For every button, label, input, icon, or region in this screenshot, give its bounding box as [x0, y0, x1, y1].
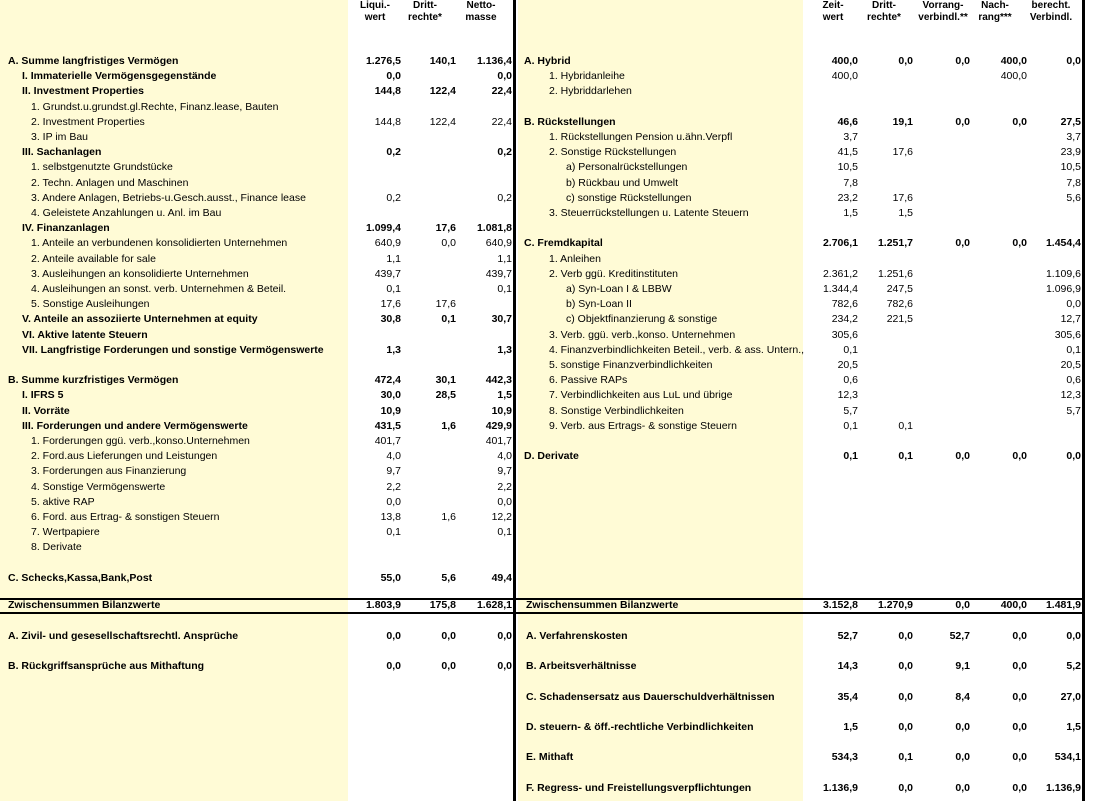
right-col-header: Zeit- wert: [822, 0, 844, 23]
left-row-value: 0,1: [386, 526, 401, 539]
left-row-value: 1.276,5: [365, 55, 401, 67]
left-row-value: 30,1: [435, 374, 456, 387]
right-bottom-value: 534,3: [831, 751, 858, 764]
right-row-label: 2. Sonstige Rückstellungen: [549, 146, 677, 159]
left-subtotal-value: 1.803,9: [365, 599, 401, 611]
left-row-value: 0,0: [497, 70, 512, 83]
right-row-label: 7. Verbindlichkeiten aus LuL und übrige: [549, 389, 733, 402]
right-subtotal-value: 400,0: [1000, 599, 1027, 611]
right-bottom-value: 0,0: [955, 781, 970, 794]
right-row-label: 2. Hybriddarlehen: [549, 85, 632, 98]
right-bottom-value: 534,1: [1054, 751, 1081, 764]
left-row-label: B. Summe kurzfristiges Vermögen: [8, 374, 179, 387]
left-row-label: 2. Ford.aus Lieferungen und Leistungen: [31, 450, 218, 463]
right-row-value: 1.109,6: [1045, 267, 1081, 280]
right-bottom-value: 0,0: [898, 720, 913, 733]
right-row-value: 0,0: [1066, 450, 1081, 463]
left-row-value: 442,3: [485, 374, 512, 387]
left-row-value: 401,7: [485, 435, 512, 447]
right-row-value: 0,0: [1012, 237, 1027, 250]
left-row-value: 9,7: [497, 465, 512, 478]
right-row-value: 10,5: [1060, 161, 1081, 174]
right-bottom-value: 14,3: [837, 660, 858, 673]
left-row-value: 4,0: [497, 450, 512, 463]
left-row-value: 140,1: [429, 55, 456, 67]
right-row-label: 3. Steuerrückstellungen u. Latente Steuern: [549, 207, 749, 219]
right-bottom-value: 0,0: [1066, 630, 1081, 642]
left-row-value: 0,2: [497, 191, 512, 204]
right-bottom-value: 1.136,9: [1045, 781, 1081, 794]
right-row-label: b) Syn-Loan II: [566, 298, 632, 311]
right-row-value: 400,0: [1000, 70, 1027, 83]
left-row-value: 122,4: [429, 85, 456, 98]
right-row-value: 0,6: [1066, 374, 1081, 387]
right-row-label: a) Syn-Loan I & LBBW: [566, 283, 672, 295]
right-row-value: 0,0: [898, 55, 913, 67]
right-subtotal-value: 3.152,8: [822, 599, 858, 611]
right-row-label: 9. Verb. aus Ertrags- & sonstige Steuern: [549, 419, 737, 432]
left-row-value: 144,8: [374, 85, 401, 98]
right-bottom-value: 0,0: [1012, 720, 1027, 733]
left-row-label: 4. Ausleihungen an sonst. verb. Unternehmen & Beteil.: [31, 283, 287, 295]
right-subtotal-value: 1.270,9: [877, 599, 913, 611]
right-bottom-label: C. Schadensersatz aus Dauerschuldverhältnissen: [526, 690, 775, 703]
left-row-value: 0,1: [386, 283, 401, 295]
right-row-value: 305,6: [831, 328, 858, 341]
right-row-value: 0,0: [955, 237, 970, 250]
right-bottom-label: F. Regress- und Freistellungsverpflichtungen: [526, 781, 752, 794]
left-row-label: 1. Forderungen ggü. verb.,konso.Unternehmen: [31, 435, 250, 447]
left-row-value: 0,0: [441, 237, 456, 250]
right-row-value: 5,7: [843, 404, 858, 417]
right-row-value: 1.096,9: [1045, 283, 1081, 295]
left-row-label: VI. Aktive latente Steuern: [22, 328, 148, 341]
left-row-value: 0,1: [497, 526, 512, 539]
right-row-value: 41,5: [837, 146, 858, 159]
left-row-label: 2. Techn. Anlagen und Maschinen: [31, 176, 189, 189]
left-row-value: 0,0: [386, 495, 401, 508]
right-row-value: 0,1: [843, 343, 858, 356]
left-row-value: 13,8: [380, 511, 401, 523]
right-bottom-value: 1,5: [1066, 720, 1081, 733]
left-row-label: VII. Langfristige Forderungen und sonstige Vermögenswerte: [22, 343, 324, 356]
right-row-value: 12,3: [837, 389, 858, 402]
right-row-value: 0,1: [898, 419, 913, 432]
right-row-value: 20,5: [1060, 359, 1081, 371]
right-row-label: 2. Verb ggü. Kreditinstituten: [549, 267, 678, 280]
right-bottom-value: 9,1: [955, 660, 970, 673]
left-row-value: 1,6: [441, 511, 456, 523]
left-row-label: V. Anteile an assoziierte Unternehmen at equity: [22, 313, 258, 326]
left-row-label: 3. IP im Bau: [31, 131, 89, 143]
right-bottom-value: 52,7: [949, 630, 970, 642]
right-row-value: 10,5: [837, 161, 858, 174]
left-row-label: 6. Ford. aus Ertrag- & sonstigen Steuern: [31, 511, 220, 523]
right-bottom-label: D. steuern- & öff.-rechtliche Verbindlichkeiten: [526, 720, 754, 733]
left-row-value: 1,3: [386, 343, 401, 356]
right-row-value: 782,6: [886, 298, 913, 311]
left-row-label: 2. Investment Properties: [31, 115, 145, 128]
left-bottom-value: 0,0: [386, 660, 401, 673]
right-bottom-value: 0,0: [1012, 781, 1027, 794]
left-row-value: 472,4: [374, 374, 401, 387]
right-row-value: 7,8: [1066, 176, 1081, 189]
left-row-value: 0,2: [497, 146, 512, 159]
left-row-value: 1.136,4: [476, 55, 512, 67]
right-row-value: 17,6: [892, 191, 913, 204]
right-row-value: 1.251,7: [877, 237, 913, 250]
left-row-label: 1. Anteile an verbundenen konsolidierten Unternehmen: [31, 237, 288, 250]
left-row-value: 1.081,8: [476, 222, 512, 235]
right-row-value: 2.706,1: [822, 237, 858, 250]
right-row-value: 1.251,6: [877, 267, 913, 280]
right-row-value: 27,5: [1060, 115, 1081, 128]
right-row-value: 247,5: [886, 283, 913, 295]
left-row-value: 439,7: [374, 267, 401, 280]
right-bottom-value: 0,0: [898, 630, 913, 642]
left-col-header: Liqui.- wert: [360, 0, 390, 23]
right-row-label: 1. Hybridanleihe: [549, 70, 625, 83]
left-row-value: 1,3: [497, 343, 512, 356]
right-bottom-value: 1,5: [843, 720, 858, 733]
right-row-value: 0,1: [898, 450, 913, 463]
left-bottom-value: 0,0: [441, 660, 456, 673]
left-row-value: 1,1: [386, 252, 401, 265]
right-row-value: 5,7: [1066, 404, 1081, 417]
right-row-value: 7,8: [843, 176, 858, 189]
right-bottom-value: 0,0: [1012, 630, 1027, 642]
left-row-value: 2,2: [497, 480, 512, 493]
right-row-value: 3,7: [843, 131, 858, 143]
right-subtotal-value: 0,0: [955, 599, 970, 611]
right-row-value: 305,6: [1054, 328, 1081, 341]
left-row-value: 22,4: [491, 85, 512, 98]
right-col-header: berecht. Verbindl.: [1029, 0, 1073, 23]
left-row-value: 401,7: [374, 435, 401, 447]
left-row-label: III. Forderungen und andere Vermögenswerte: [22, 419, 248, 432]
right-col-header: Vorrang- verbindl.**: [918, 0, 968, 23]
right-bottom-value: 8,4: [955, 690, 970, 703]
left-row-value: 49,4: [491, 571, 512, 584]
left-row-value: 17,6: [380, 298, 401, 311]
left-row-label: II. Vorräte: [22, 404, 70, 417]
right-row-value: 19,1: [892, 115, 913, 128]
right-col-header: Dritt- rechte*: [867, 0, 901, 23]
left-row-value: 0,1: [497, 283, 512, 295]
right-row-value: 0,0: [955, 115, 970, 128]
right-row-label: a) Personalrückstellungen: [566, 161, 688, 174]
left-row-value: 9,7: [386, 465, 401, 478]
right-row-label: 8. Sonstige Verbindlichkeiten: [549, 404, 684, 417]
left-row-label: 4. Geleistete Anzahlungen u. Anl. im Bau: [31, 207, 222, 219]
left-bottom-value: 0,0: [497, 660, 512, 673]
right-bottom-value: 27,0: [1060, 690, 1081, 703]
right-bottom-label: B. Arbeitsverhältnisse: [526, 660, 637, 673]
right-bottom-value: 0,0: [898, 690, 913, 703]
right-row-value: 23,2: [837, 191, 858, 204]
right-row-label: c) Objektfinanzierung & sonstige: [566, 313, 718, 326]
right-row-label: 6. Passive RAPs: [549, 374, 628, 387]
left-row-label: 7. Wertpapiere: [31, 526, 100, 539]
left-row-label: I. IFRS 5: [22, 389, 64, 402]
right-bottom-value: 0,0: [1012, 660, 1027, 673]
left-row-value: 431,5: [374, 419, 401, 432]
right-bottom-value: 0,0: [955, 751, 970, 764]
right-row-value: 2.361,2: [822, 267, 858, 280]
right-row-label: 3. Verb. ggü. verb.,konso. Unternehmen: [549, 328, 736, 341]
left-row-value: 17,6: [435, 298, 456, 311]
right-row-value: 3,7: [1066, 131, 1081, 143]
right-row-value: 0,1: [843, 450, 858, 463]
left-row-value: 122,4: [429, 115, 456, 128]
left-row-value: 30,0: [380, 389, 401, 402]
right-row-value: 0,0: [955, 450, 970, 463]
right-row-label: b) Rückbau und Umwelt: [566, 176, 679, 189]
left-row-value: 10,9: [491, 404, 512, 417]
left-col-header: Netto- masse: [465, 0, 497, 23]
right-row-value: 5,6: [1066, 191, 1081, 204]
right-bottom-label: E. Mithaft: [526, 751, 574, 764]
right-row-label: 1. Rückstellungen Pension u.ähn.Verpfl: [549, 131, 733, 143]
right-row-label: c) sonstige Rückstellungen: [566, 191, 692, 204]
right-bottom-value: 5,2: [1066, 660, 1081, 673]
left-row-label: 3. Andere Anlagen, Betriebs-u.Gesch.ausst., Finance lease: [31, 191, 306, 204]
right-row-label: C. Fremdkapital: [524, 237, 603, 250]
right-subtotal-value: 1.481,9: [1045, 599, 1081, 611]
left-row-value: 10,9: [380, 404, 401, 417]
right-row-value: 46,6: [837, 115, 858, 128]
left-bottom-value: 0,0: [497, 630, 512, 642]
left-row-label: 4. Sonstige Vermögenswerte: [31, 480, 166, 493]
right-bottom-value: 1.136,9: [822, 781, 858, 794]
right-row-value: 12,3: [1060, 389, 1081, 402]
right-bottom-value: 52,7: [837, 630, 858, 642]
left-row-value: 1.099,4: [365, 222, 401, 235]
right-row-label: B. Rückstellungen: [524, 115, 616, 128]
right-row-value: 1.344,4: [822, 283, 858, 295]
right-row-value: 20,5: [837, 359, 858, 371]
right-row-value: 782,6: [831, 298, 858, 311]
left-bottom-label: A. Zivil- und gesesellschaftsrechtl. Ansprüche: [8, 630, 239, 642]
left-bottom-label: B. Rückgriffsansprüche aus Mithaftung: [8, 660, 205, 673]
left-subtotal-value: 1.628,1: [476, 599, 512, 611]
right-row-value: 1,5: [843, 207, 858, 219]
right-row-value: 0,0: [1066, 55, 1081, 67]
left-row-value: 4,0: [386, 450, 401, 463]
right-row-label: 1. Anleihen: [549, 252, 601, 265]
right-row-value: 234,2: [831, 313, 858, 326]
left-row-label: III. Sachanlagen: [22, 146, 102, 159]
right-bottom-value: 0,0: [1012, 690, 1027, 703]
left-subtotal-label: Zwischensummen Bilanzwerte: [8, 599, 161, 611]
right-row-value: 221,5: [886, 313, 913, 326]
right-bottom-value: 0,0: [955, 720, 970, 733]
left-row-label: II. Investment Properties: [22, 85, 144, 98]
left-row-value: 17,6: [435, 222, 456, 235]
left-row-value: 55,0: [380, 571, 401, 584]
left-row-value: 22,4: [491, 115, 512, 128]
left-row-value: 144,8: [374, 115, 401, 128]
left-row-value: 0,0: [497, 495, 512, 508]
right-bottom-value: 0,0: [1012, 751, 1027, 764]
left-subtotal-value: 175,8: [429, 599, 456, 611]
left-row-value: 1,6: [441, 419, 456, 432]
left-row-value: 28,5: [435, 389, 456, 402]
left-bottom-value: 0,0: [441, 630, 456, 642]
right-row-label: D. Derivate: [524, 450, 579, 463]
right-row-label: 5. sonstige Finanzverbindlichkeiten: [549, 359, 713, 371]
right-row-value: 1,5: [898, 207, 913, 219]
left-row-value: 5,6: [441, 571, 456, 584]
left-col-header: Dritt- rechte*: [408, 0, 442, 23]
left-row-label: 3. Ausleihungen an konsolidierte Unternehmen: [31, 267, 249, 280]
right-row-value: 400,0: [831, 55, 858, 67]
right-bottom-value: 35,4: [837, 690, 858, 703]
right-row-value: 0,6: [843, 374, 858, 387]
right-row-value: 0,0: [1012, 115, 1027, 128]
right-row-value: 17,6: [892, 146, 913, 159]
left-row-value: 0,1: [441, 313, 456, 326]
right-row-value: 0,0: [1066, 298, 1081, 311]
right-bottom-value: 0,1: [898, 751, 913, 764]
left-row-value: 2,2: [386, 480, 401, 493]
left-bottom-value: 0,0: [386, 630, 401, 642]
left-row-value: 0,2: [386, 146, 401, 159]
left-row-label: 5. Sonstige Ausleihungen: [31, 298, 150, 311]
left-row-value: 0,2: [386, 191, 401, 204]
right-row-value: 0,1: [843, 419, 858, 432]
right-row-label: A. Hybrid: [524, 55, 571, 67]
right-row-value: 23,9: [1060, 146, 1081, 159]
left-row-label: 1. Grundst.u.grundst.gl.Rechte, Finanz.lease, Bauten: [31, 100, 279, 113]
right-bottom-value: 0,0: [898, 781, 913, 794]
left-row-value: 429,9: [485, 419, 512, 432]
right-row-value: 400,0: [1000, 55, 1027, 67]
left-row-label: 5. aktive RAP: [31, 495, 95, 508]
left-row-value: 12,2: [491, 511, 512, 523]
left-row-value: 30,7: [491, 313, 512, 326]
left-row-label: 1. selbstgenutzte Grundstücke: [31, 161, 173, 174]
right-row-value: 0,0: [955, 55, 970, 67]
left-row-value: 439,7: [485, 267, 512, 280]
left-row-value: 1,1: [497, 252, 512, 265]
left-row-label: 8. Derivate: [31, 541, 82, 554]
right-row-value: 12,7: [1060, 313, 1081, 326]
right-row-value: 1.454,4: [1045, 237, 1081, 250]
right-row-value: 400,0: [831, 70, 858, 83]
left-row-value: 1,5: [497, 389, 512, 402]
left-row-label: A. Summe langfristiges Vermögen: [8, 55, 179, 67]
left-row-label: I. Immaterielle Vermögensgegenstände: [22, 70, 217, 83]
right-bottom-label: A. Verfahrenskosten: [526, 630, 628, 642]
left-row-value: 640,9: [374, 237, 401, 250]
right-row-label: 4. Finanzverbindlichkeiten Beteil., verb. & ass. Untern.,: [549, 343, 805, 356]
left-row-value: 640,9: [485, 237, 512, 250]
right-row-value: 0,1: [1066, 343, 1081, 356]
left-row-label: 3. Forderungen aus Finanzierung: [31, 465, 187, 478]
left-row-label: C. Schecks,Kassa,Bank,Post: [8, 571, 153, 584]
left-row-value: 0,0: [386, 70, 401, 83]
right-bottom-value: 0,0: [898, 660, 913, 673]
left-row-label: IV. Finanzanlagen: [22, 222, 110, 235]
right-subtotal-label: Zwischensummen Bilanzwerte: [526, 599, 679, 611]
right-row-value: 0,0: [1012, 450, 1027, 463]
left-row-value: 30,8: [380, 313, 401, 326]
left-row-label: 2. Anteile available for sale: [31, 252, 156, 265]
right-col-header: Nach- rang***: [978, 0, 1012, 23]
